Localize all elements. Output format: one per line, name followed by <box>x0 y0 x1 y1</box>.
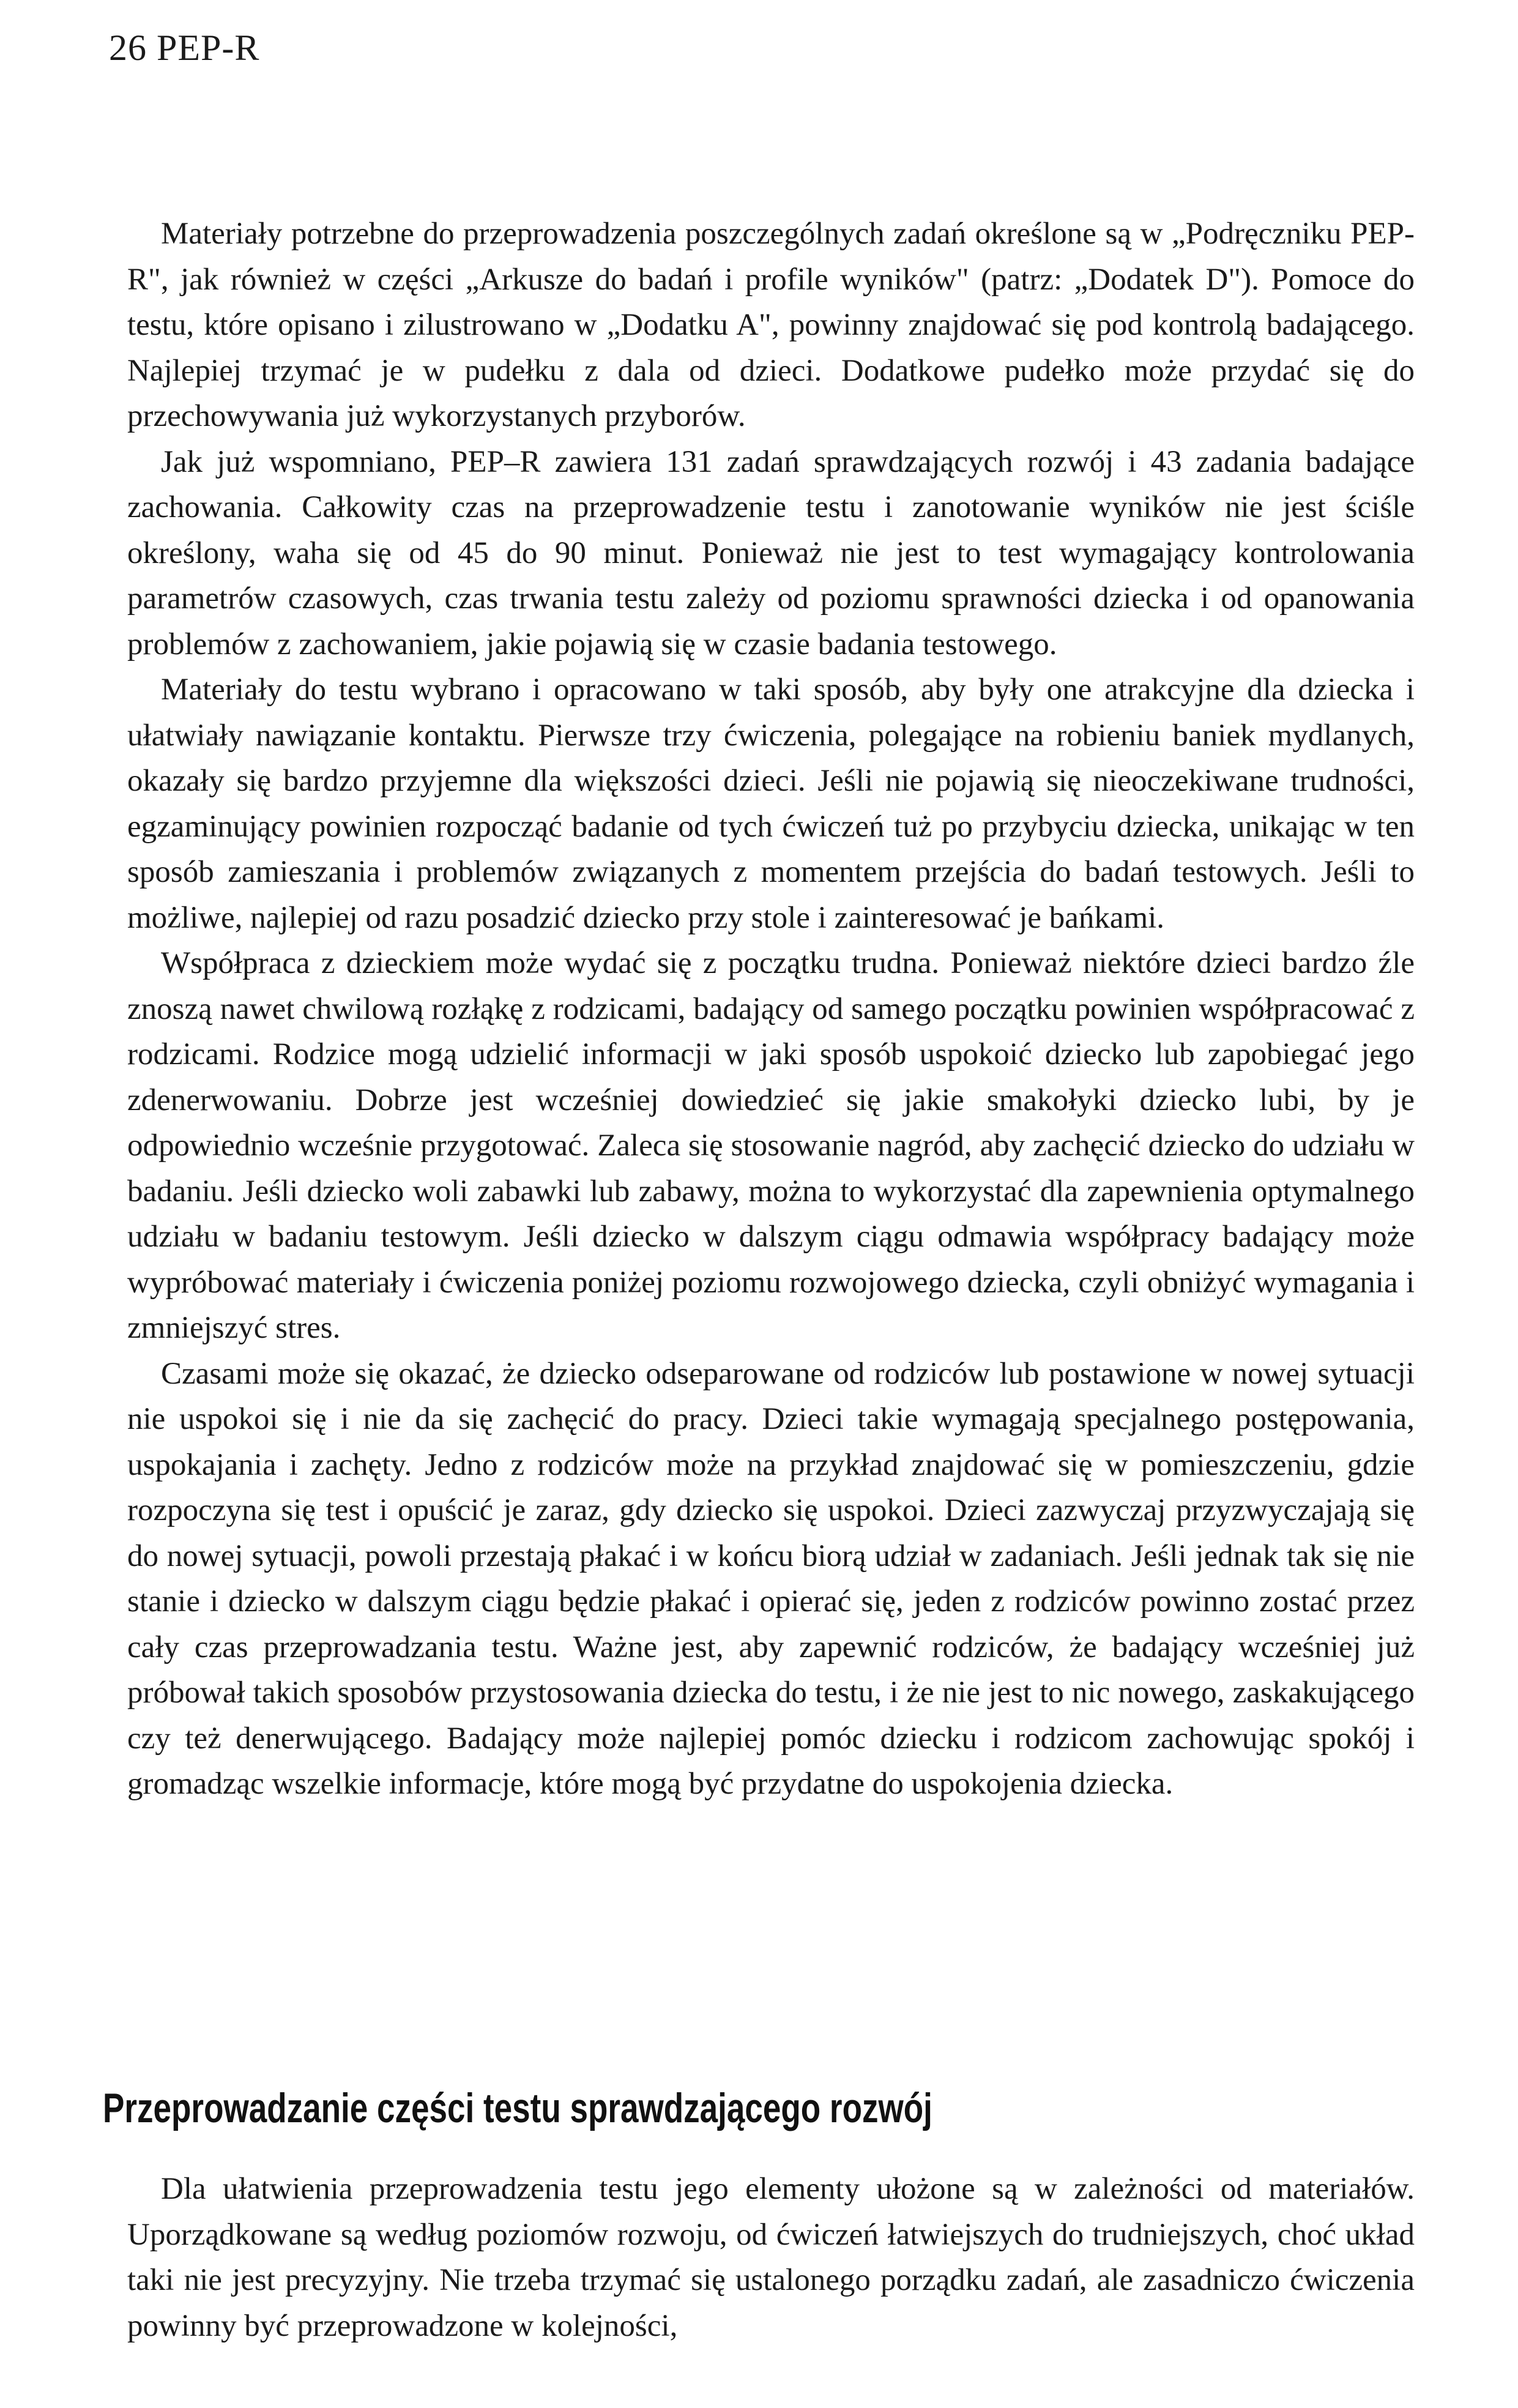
section-heading: Przeprowadzanie części testu sprawdzającego rozwój <box>103 2085 932 2131</box>
paragraph-test-duration: Jak już wspomniano, PEP–R zawiera 131 zadań sprawdzających rozwój i 43 zadania badające zachowania. Całkowity czas na przeprowadzenie testu i zanotowanie wyników nie jest ściśle określony, waha się od 45 do 90 minut. Ponieważ nie jest to test wymagający kontrolowania parametrów czasowych, czas trwania testu zależy od poziomu sprawności dziecka i od opanowania problemów z zachowaniem, jakie pojawią się w czasie badania testowego. <box>127 444 1415 662</box>
paragraph-separation: Czasami może się okazać, że dziecko odseparowane od rodziców lub postawione w nowej sytuacji nie uspokoi się i nie da się zachęcić do pracy. Dzieci takie wymagają specjalnego postępowania, uspokajania i zachęty. Jedno z rodziców może na przykład znajdować się w pomieszczeniu, gdzie rozpoczyna się test i opuścić je zaraz, gdy dziecko się uspokoi. Dzieci zazwyczaj przyzwyczajają się do nowej sytuacji, powoli przestają płakać i w końcu biorą udział w zadaniach. Jeśli jednak tak się nie stanie i dziecko w dalszym ciągu będzie płakać i opierać się, jeden z rodziców powinno zostać przez cały czas przeprowadzania testu. Ważne jest, aby zapewnić rodziców, że badający wcześniej już próbował takich sposobów przystosowania dziecka do testu, i że nie jest to nic nowego, zaskakującego czy też denerwującego. Badający może najlepiej pomóc dziecku i rodzicom zachowując spokój i gromadząc wszelkie informacje, które mogą być przydatne do uspokojenia dziecka. <box>127 1356 1415 1801</box>
running-header: 26 PEP-R <box>109 28 260 68</box>
paragraph-section-intro: Dla ułatwienia przeprowadzenia testu jego elementy ułożone są w zależności od materiałów. Uporządkowane są według poziomów rozwoju, od ćwiczeń łatwiejszych do trudniejszych, choć układ taki nie jest precyzyjny. Nie trzeba trzymać się ustalonego porządku zadań, ale zasadniczo ćwiczenia powinny być przeprowadzone w kolejności, <box>127 2172 1415 2343</box>
body-text <box>127 211 1415 1807</box>
section-body <box>127 2166 1415 2349</box>
paragraph-test-materials: Materiały do testu wybrano i opracowano w taki sposób, aby były one atrakcyjne dla dziecka i ułatwiały nawiązanie kontaktu. Pierwsze trzy ćwiczenia, polegające na robieniu baniek mydlanych, okazały się bardzo przyjemne dla większości dzieci. Jeśli nie pojawią się nieoczekiwane trudności, egzaminujący powinien rozpocząć badanie od tych ćwiczeń tuż po przybyciu dziecka, unikając w ten sposób zamieszania i problemów związanych z momentem przejścia do badań testowych. Jeśli to możliwe, najlepiej od razu posadzić dziecko przy stole i zainteresować je bańkami. <box>127 673 1415 935</box>
paragraph-cooperation: Współpraca z dzieckiem może wydać się z początku trudna. Ponieważ niektóre dzieci bardzo źle znoszą nawet chwilową rozłąkę z rodzicami, badający od samego początku powinien współpracować z rodzicami. Rodzice mogą udzielić informacji w jaki sposób uspokoić dziecko lub zapobiegać jego zdenerwowaniu. Dobrze jest wcześniej dowiedzieć się jakie smakołyki dziecko lubi, by je odpowiednio wcześnie przygotować. Zaleca się stosowanie nagród, aby zachęcić dziecko do udziału w badaniu. Jeśli dziecko woli zabawki lub zabawy, można to wykorzystać dla zapewnienia optymalnego udziału w badaniu testowym. Jeśli dziecko w dalszym ciągu odmawia współpracy badający może wypróbować materiały i ćwiczenia poniżej poziomu rozwojowego dziecka, czyli obniżyć wymagania i zmniejszyć stres. <box>127 946 1415 1345</box>
paragraph-materials: Materiały potrzebne do przeprowadzenia poszczególnych zadań określone są w „Podręczniku PEP-R", jak również w części „Arkusze do badań i profile wyników" (patrz: „Dodatek D"). Pomoce do testu, które opisano i zilustrowano w „Dodatku A", powinny znajdować się pod kontrolą badającego. Najlepiej trzymać je w pudełku z dala od dzieci. Dodatkowe pudełko może przydać się do przechowywania już wykorzystanych przyborów. <box>127 217 1415 433</box>
